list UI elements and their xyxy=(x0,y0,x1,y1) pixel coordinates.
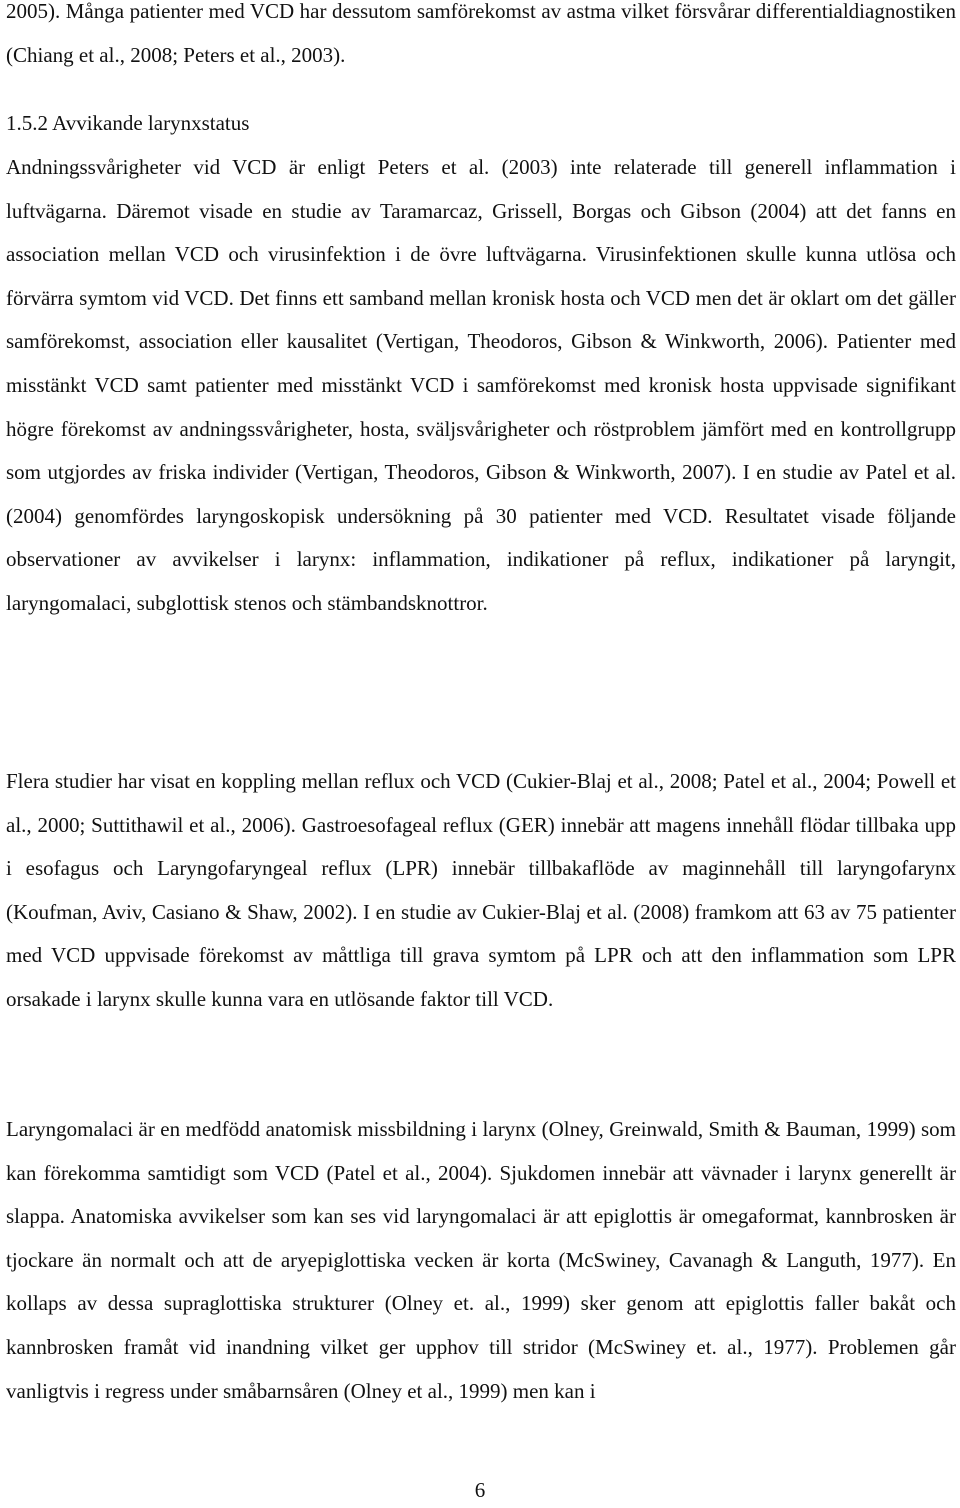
page-number: 6 xyxy=(474,1478,486,1502)
paragraph-laryngomalacia: Laryngomalaci är en medfödd anatomisk missbildning i larynx (Olney, Greinwald, Smith & Bauman, 1999) som kan förekomma samtidigt som VCD (Patel et al., 2004). Sjukdomen innebär att vävnader i larynx generellt är slappa. Anatomiska avvikelser som kan ses vid laryngomalaci är att epiglottis är omegaformat, kannbrosken är tjockare än normalt och att de aryepiglottiska vecken är korta (McSwiney, Cavanagh & Languth, 1977). En kollaps av dessa supraglottiska strukturer (Olney et. al., 1999) sker genom att epiglottis faller bakåt och kannbrosken framåt vid inandning vilket ger upphov till stridor (McSwiney et. al., 1977). Problemen går vanligtvis i regress under småbarnsåren (Olney et al., 1999) men kan i xyxy=(6,1117,956,1403)
paragraph-reflux: Flera studier har visat en koppling mellan reflux och VCD (Cukier-Blaj et al., 2008; Patel et al., 2004; Powell et al., 2000; Suttithawil et al., 2006). Gastroesofageal reflux (GER) innebär att magens innehåll flödar tillbaka upp i esofagus och Laryngofaryngeal reflux (LPR) innebär tillbakaflöde av maginnehåll till laryngofarynx (Koufman, Aviv, Casiano & Shaw, 2002). I en studie av Cukier-Blaj et al. (2008) framkom att 63 av 75 patienter med VCD uppvisade förekomst av måttliga till grava symtom på LPR och att den inflammation som LPR orsakade i larynx skulle kunna vara en utlösande faktor till VCD. xyxy=(6,769,956,1011)
paragraph-larynx-status: Andningssvårigheter vid VCD är enligt Peters et al. (2003) inte relaterade till generell inflammation i luftvägarna. Däremot visade en studie av Taramarcaz, Grissell, Borgas och Gibson (2004) att det fanns en association mellan VCD och virusinfektion i de övre luftvägarna. Virusinfektionen skulle kunna utlösa och förvärra symtom vid VCD. Det finns ett samband mellan kronisk hosta och VCD men det är oklart om det gäller samförekomst, association eller kausalitet (Vertigan, Theodoros, Gibson & Winkworth, 2006). Patienter med misstänkt VCD samt patienter med misstänkt VCD i samförekomst med kronisk hosta uppvisade signifikant högre förekomst av andningssvårigheter, hosta, sväljsvårigheter och röstproblem jämfört med en kontrollgrupp som utgjordes av friska individer (Vertigan, Theodoros, Gibson & Winkworth, 2007). I en studie av Patel et al. (2004) genomfördes laryngoskopisk undersökning på 30 patienter med VCD. Resultatet visade följande observationer av avvikelser i larynx: inflammation, indikationer på reflux, indikationer på laryngit, laryngomalaci, subglottisk stenos och stämbandsknottror. xyxy=(6,155,956,615)
section-heading: 1.5.2 Avvikande larynxstatus xyxy=(6,111,250,135)
continuation-paragraph: 2005). Många patienter med VCD har dessutom samförekomst av astma vilket försvårar differentialdiagnostiken (Chiang et al., 2008; Peters et al., 2003). xyxy=(6,0,956,67)
